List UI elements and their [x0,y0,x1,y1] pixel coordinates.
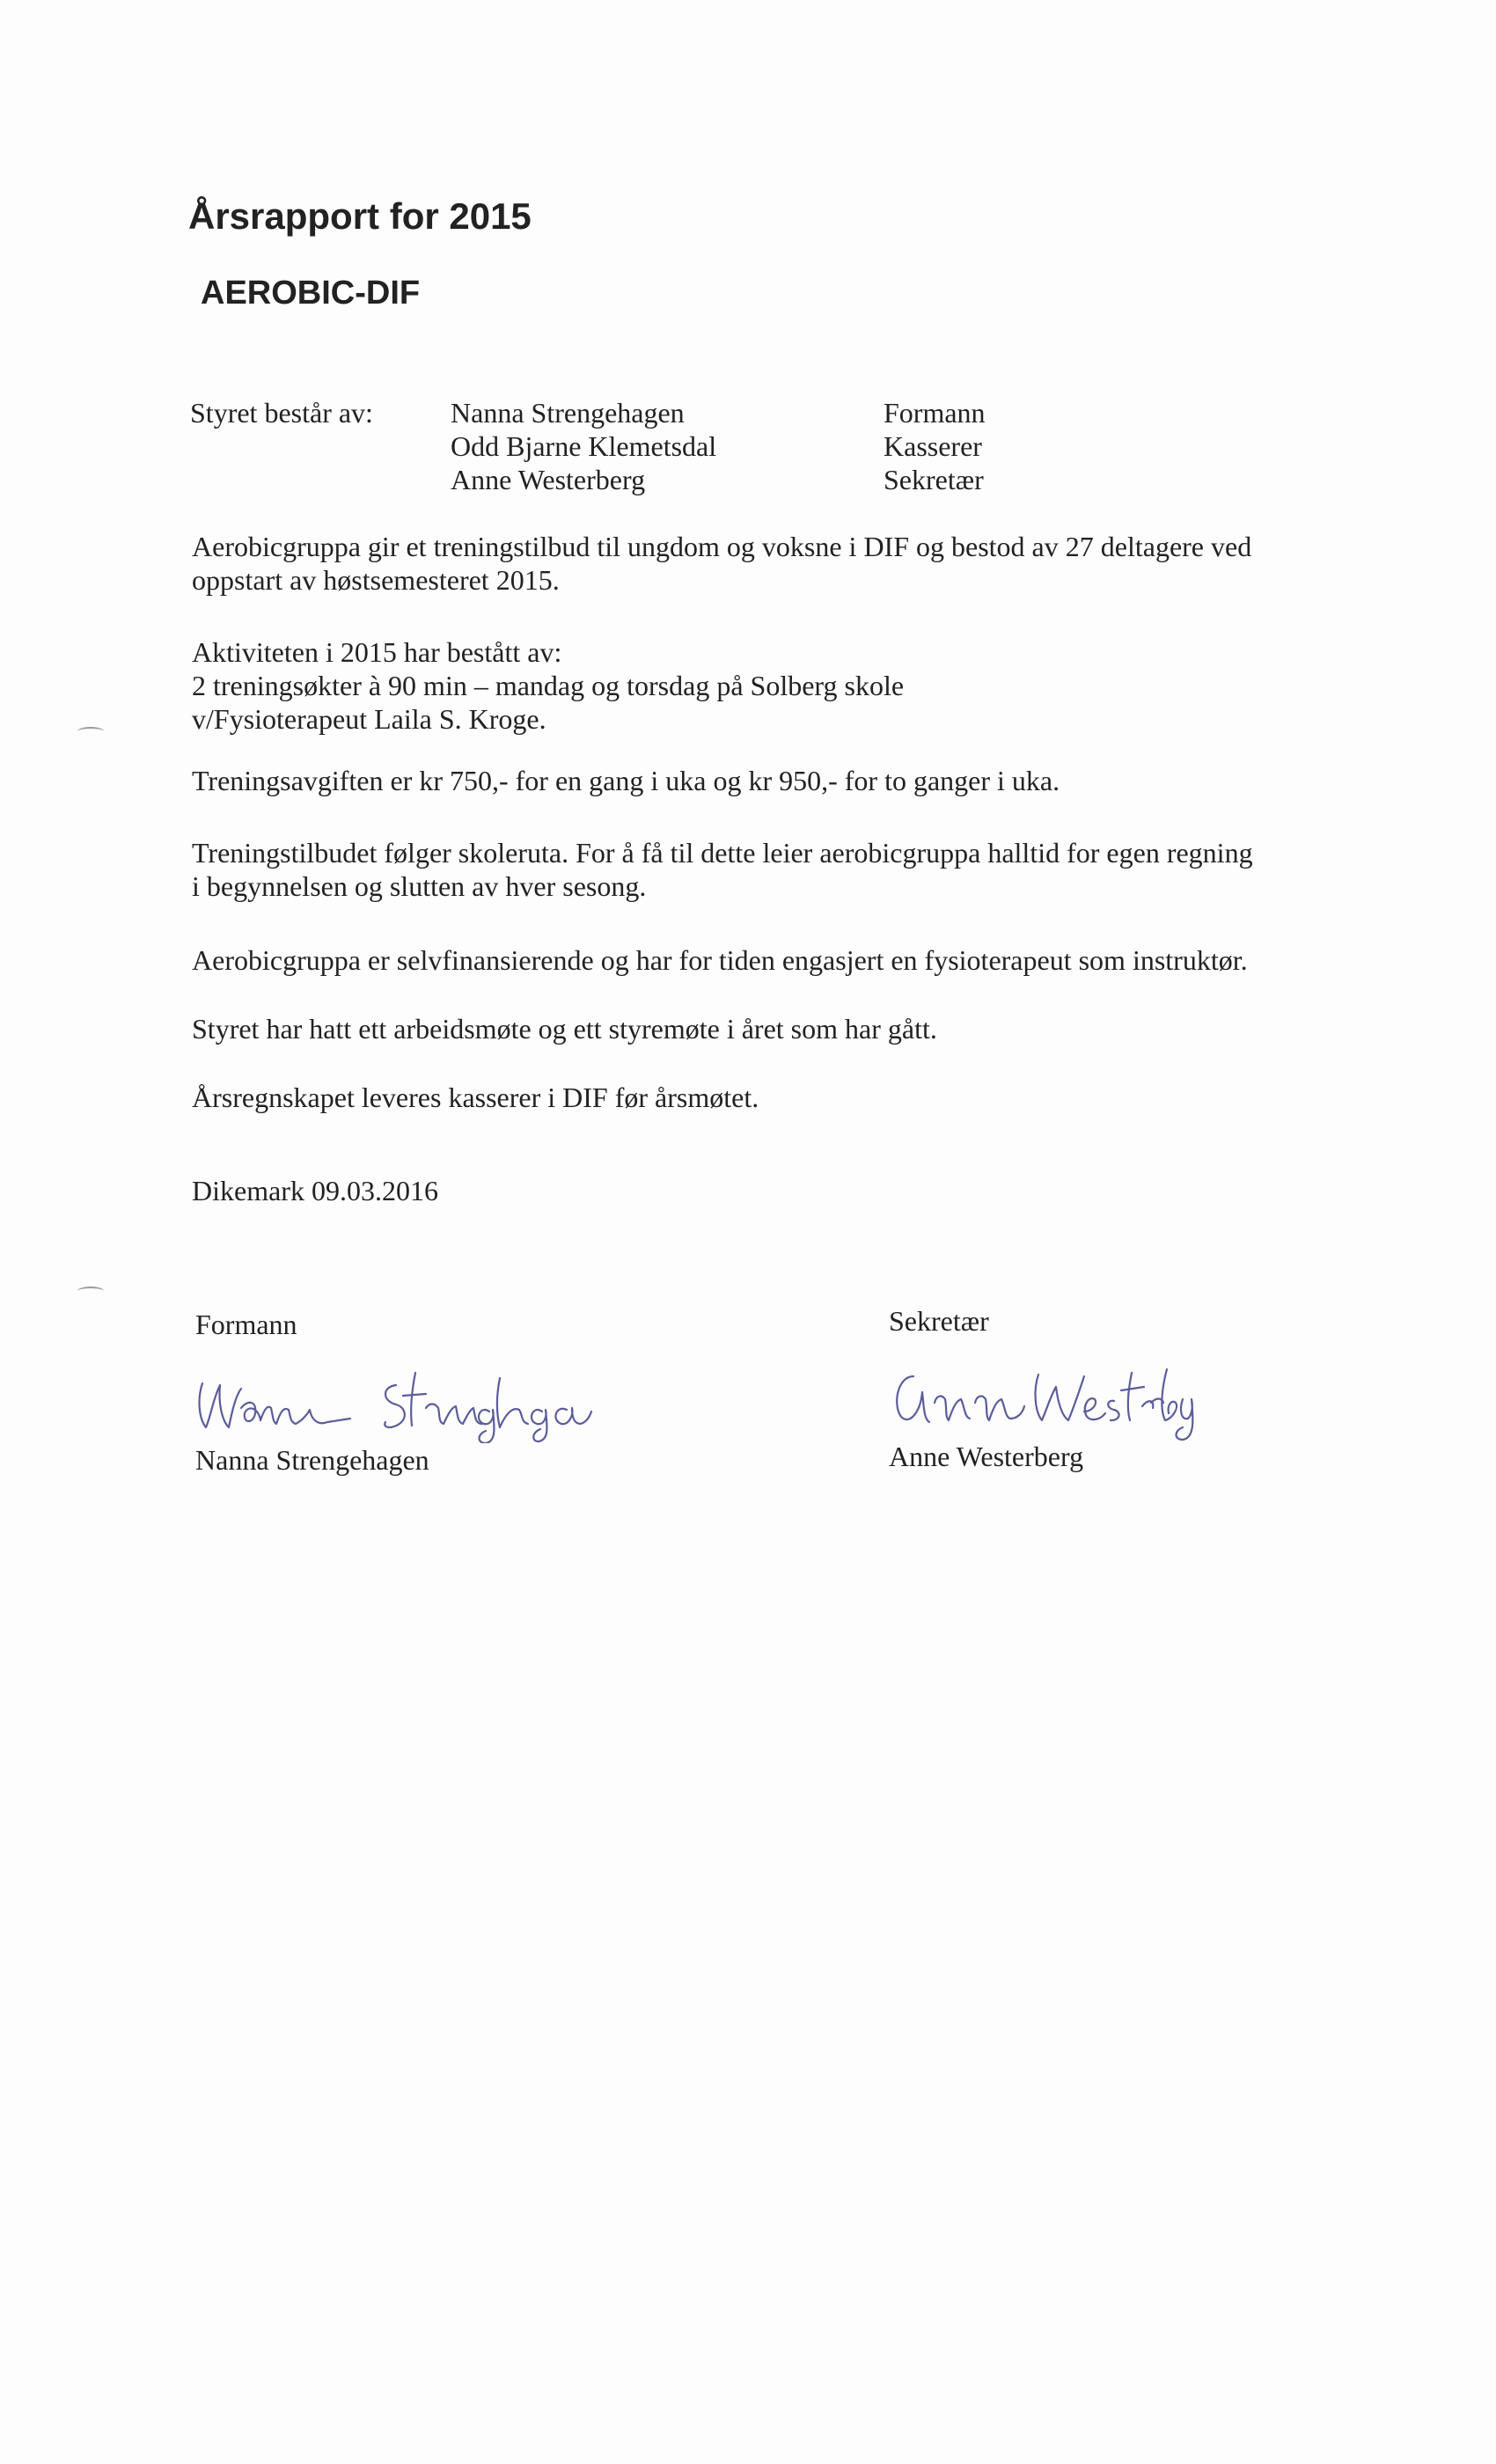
paragraph-financing [192,943,1248,977]
punch-hole-mark [77,727,104,736]
paragraph-line: Treningstilbudet følger skoleruta. For å få til dette leier aerobicgruppa halltid for egen regning [192,837,1253,869]
signature-left-handwriting [187,1346,600,1443]
paragraph-activity [192,635,904,736]
paragraph-line: Styret har hatt ett arbeidsmøte og ett styremøte i året som har gått. [192,1013,937,1045]
board-member-name: Nanna Strengehagen [451,397,685,429]
report-subtitle: AEROBIC-DIF [201,275,421,312]
paragraph-fees [192,764,1060,797]
board-member-name: Anne Westerberg [451,464,646,495]
signature-right-title: Sekretær [889,1305,989,1337]
signature-right-handwriting [884,1338,1200,1443]
report-title: Årsrapport for 2015 [188,195,532,237]
paragraph-line: 2 treningsøkter à 90 min – mandag og torsdag på Solberg skole [192,670,905,701]
board-member-name: Odd Bjarne Klemetsdal [451,430,717,462]
paragraph-participants [192,530,1251,597]
board-member-role: Sekretær [884,464,984,495]
board-member-role: Kasserer [884,430,982,462]
signature-left-title: Formann [195,1309,297,1340]
paragraph-line: oppstart av høstsemesteret 2015. [192,564,560,596]
place-date [192,1174,438,1207]
signature-left-name: Nanna Strengehagen [195,1444,429,1476]
paragraph-line: Aerobicgruppa er selvfinansierende og har for tiden engasjert en fysioterapeut som instruktør. [192,944,1248,976]
board-names-list [451,396,716,496]
paragraph-line: Aktiviteten i 2015 har bestått av: [192,636,562,668]
paragraph-schedule [192,836,1253,903]
paragraph-meetings [192,1012,937,1045]
punch-hole-mark [77,1287,104,1295]
paragraph-line: Årsregnskapet leveres kasserer i DIF før årsmøtet. [192,1082,759,1113]
signature-right-name: Anne Westerberg [889,1441,1084,1472]
paragraph-line: Dikemark 09.03.2016 [192,1175,438,1206]
paragraph-accounts [192,1081,759,1114]
board-roles-list [884,396,986,496]
paragraph-line: v/Fysioterapeut Laila S. Kroge. [192,703,546,735]
board-member-role: Formann [884,397,986,429]
board-label: Styret består av: [190,397,373,429]
paragraph-line: i begynnelsen og slutten av hver sesong. [192,870,647,902]
paragraph-line: Treningsavgiften er kr 750,- for en gang i uka og kr 950,- for to ganger i uka. [192,765,1060,796]
paragraph-line: Aerobicgruppa gir et treningstilbud til ungdom og voksne i DIF og bestod av 27 deltagere ved [192,531,1252,562]
